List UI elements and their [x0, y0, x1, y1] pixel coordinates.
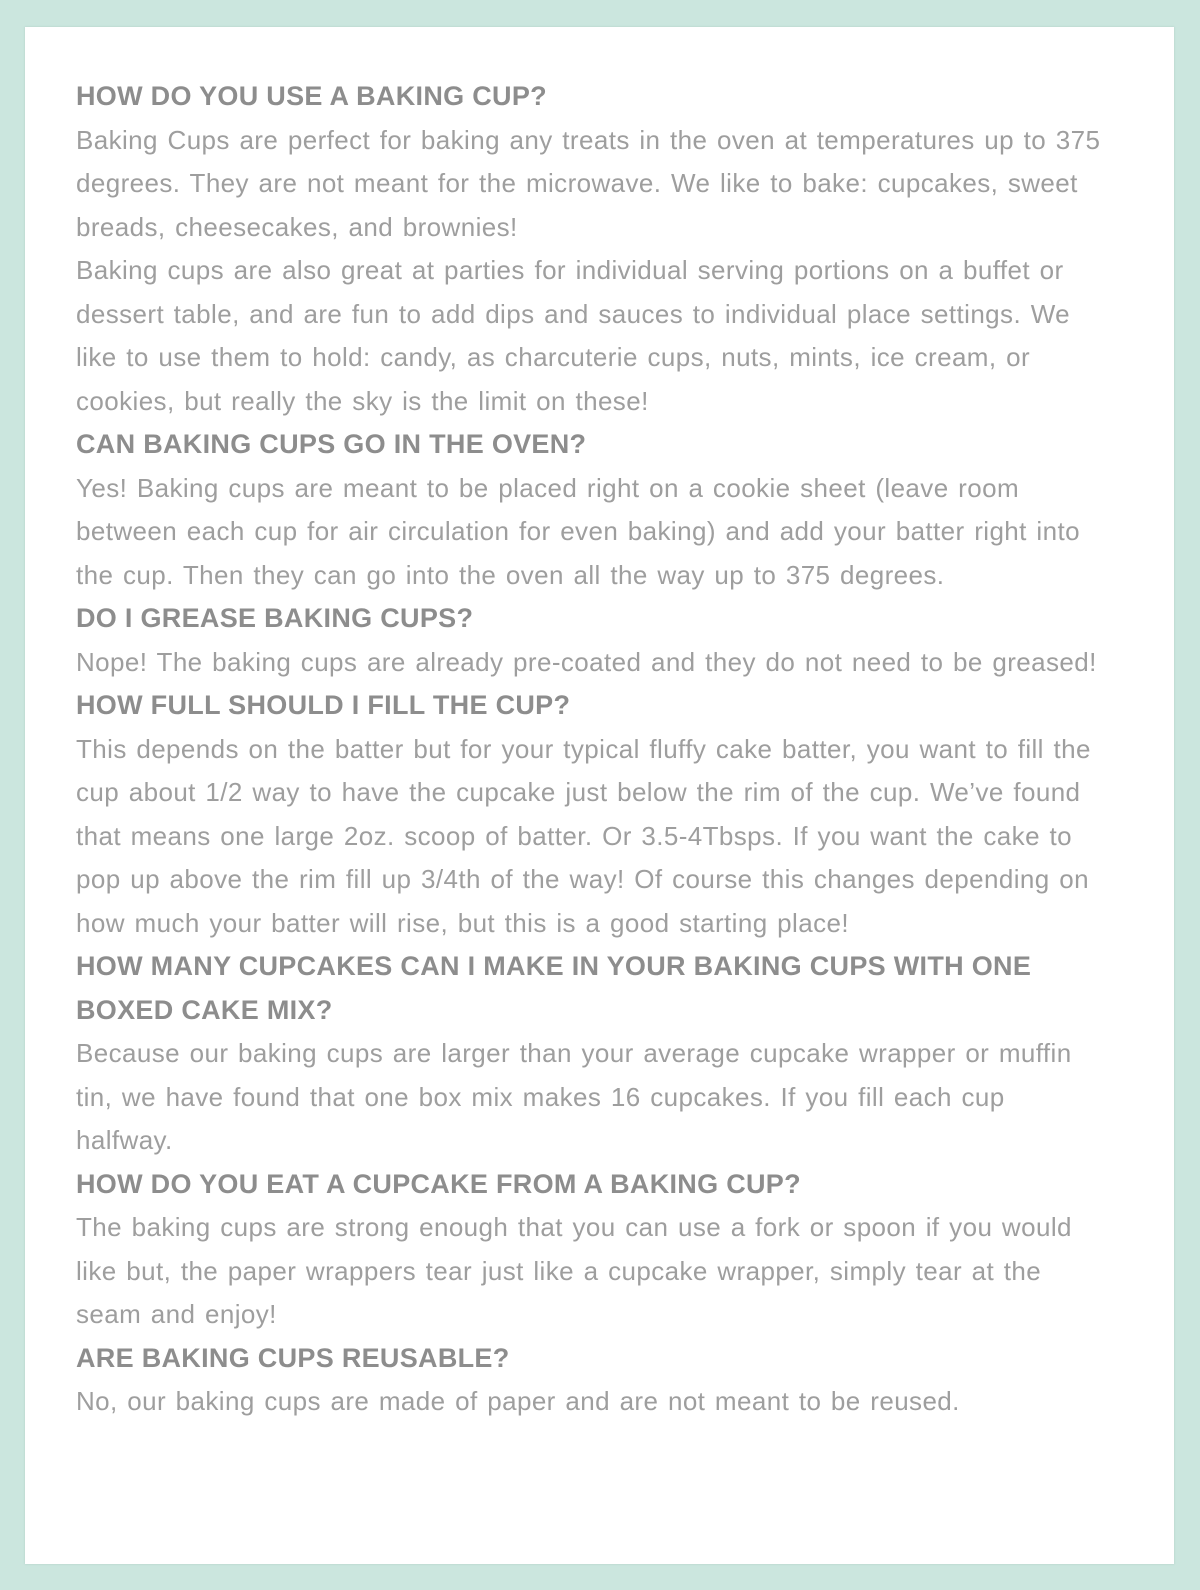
faq-question: HOW MANY CUPCAKES CAN I MAKE IN YOUR BAKING CUPS WITH ONE BOXED CAKE MIX? — [76, 951, 1032, 1025]
faq-answer: Because our baking cups are larger than your average cupcake wrapper or muffin tin, we have found that one box mix makes 16 cupcakes. If you fill each cup halfway. — [76, 1038, 1072, 1155]
faq-answer: Yes! Baking cups are meant to be placed right on a cookie sheet (leave room between each cup for air circulation for even baking) and add your batter right into the cup. Then they can go into the oven all the way up to 375 degrees. — [76, 472, 1080, 590]
faq-answer: Baking cups are also great at parties for individual serving portions on a buffet or dessert table, and are fun to add dips and sauces to individual place settings. We like to use them to hold: candy, as charcuterie cups, nuts, mints, ice cream, or cookies, but really the sky is the limit on these! — [76, 255, 1071, 416]
page-sheet — [25, 27, 1174, 1564]
faq-question: HOW DO YOU USE A BAKING CUP? — [76, 81, 547, 111]
faq-item — [76, 1163, 1106, 1337]
faq-item — [76, 423, 1106, 597]
faq-question: DO I GREASE BAKING CUPS? — [76, 603, 474, 633]
faq-answer: Baking Cups are perfect for baking any treats in the oven at temperatures up to 375 degrees. They are not meant for the microwave. We like to bake: cupcakes, sweet breads, cheesecakes, and brownies! — [76, 124, 1101, 242]
faq-question: HOW DO YOU EAT A CUPCAKE FROM A BAKING CUP? — [76, 1168, 801, 1199]
faq-content — [76, 75, 1106, 1424]
faq-question: CAN BAKING CUPS GO IN THE OVEN? — [76, 429, 587, 459]
faq-item — [76, 75, 1106, 423]
faq-question: HOW FULL SHOULD I FILL THE CUP? — [76, 690, 571, 720]
faq-answer: This depends on the batter but for your typical fluffy cake batter, you want to fill the cup about 1/2 way to have the cupcake just below the rim of the cup. We’ve found that means one large 2oz. scoop of batter. Or 3.5-4Tbsps. If you want the cake to pop up above the rim fill up 3/4th of the way! Of course this changes depending on how much your batter will rise, but this is a good starting place! — [76, 733, 1091, 938]
faq-item — [76, 1337, 1106, 1424]
faq-item — [76, 945, 1106, 1163]
faq-answer: Nope! The baking cups are already pre-coated and they do not need to be greased! — [76, 646, 1097, 677]
faq-answer: The baking cups are strong enough that you can use a fork or spoon if you would like but, the paper wrappers tear just like a cupcake wrapper, simply tear at the seam and enjoy! — [76, 1212, 1072, 1329]
faq-question: ARE BAKING CUPS REUSABLE? — [76, 1342, 510, 1373]
faq-item — [76, 597, 1106, 684]
faq-answer: No, our baking cups are made of paper and are not meant to be reused. — [76, 1386, 960, 1416]
faq-item — [76, 684, 1106, 945]
